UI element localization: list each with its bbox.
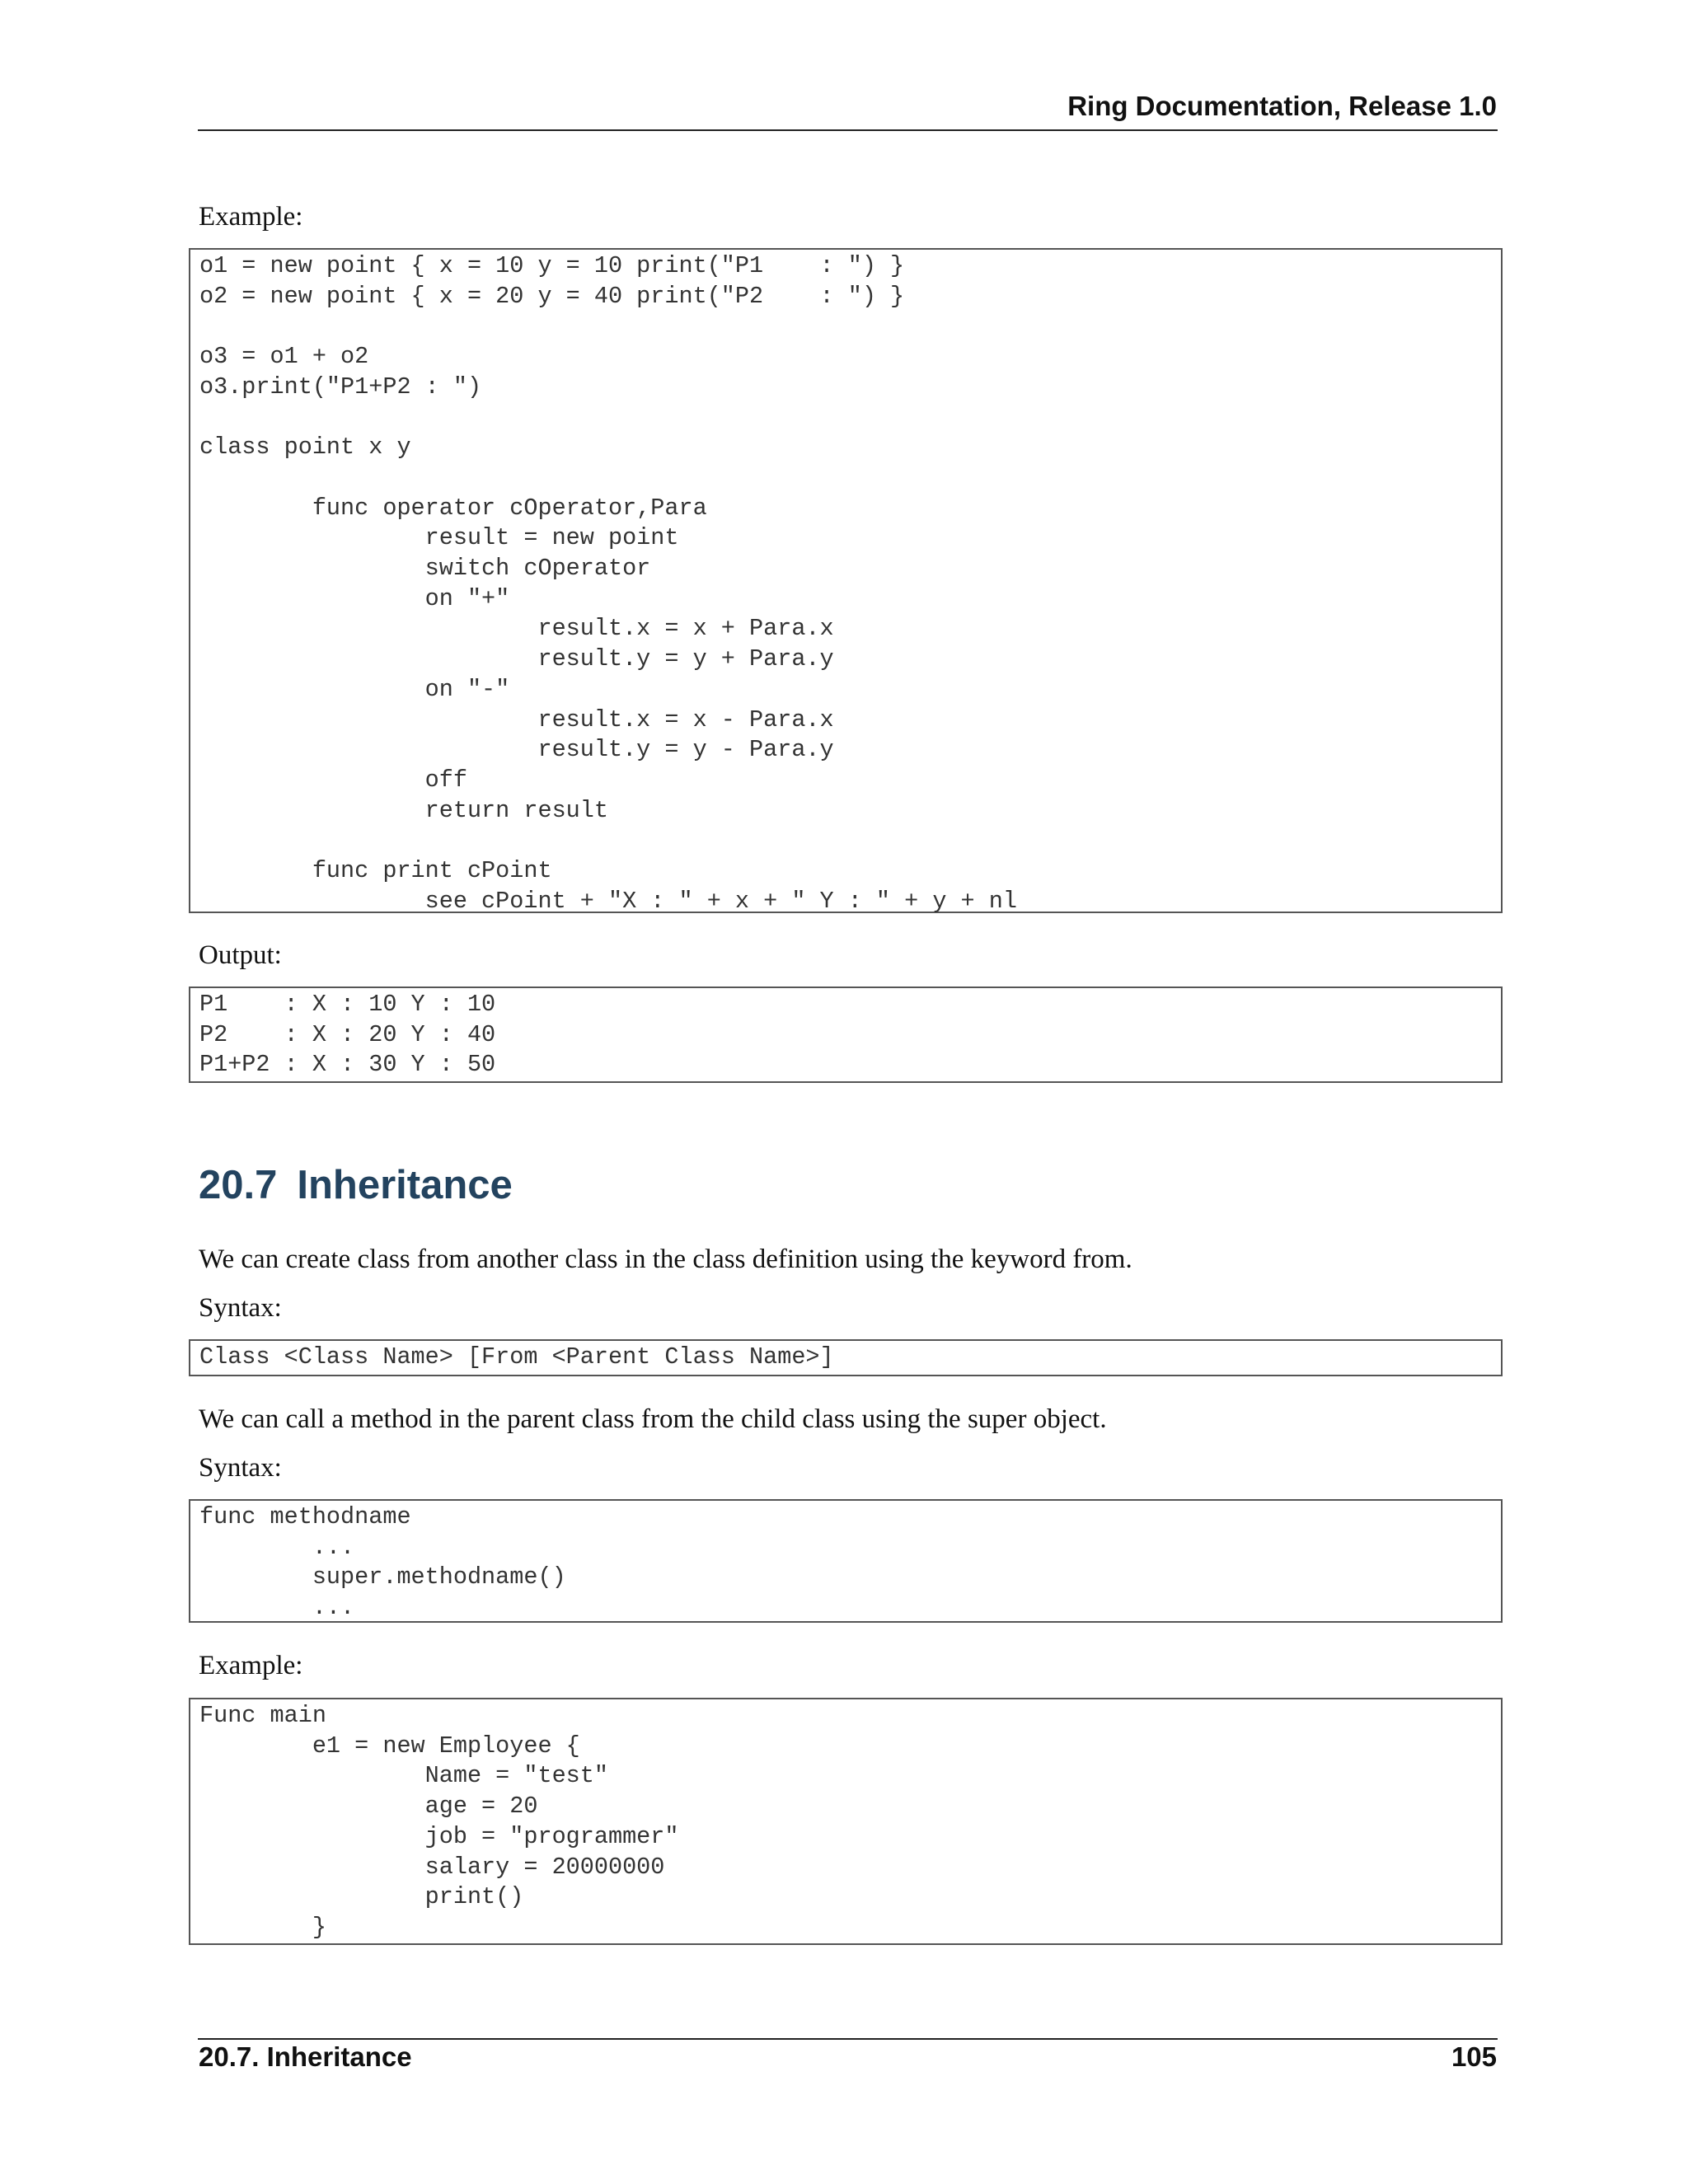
- code-block-employee: [189, 1698, 1503, 1945]
- code-text: o1 = new point { x = 10 y = 10 print("P1 : ") } o2 = new point { x = 20 y = 40 print("P2 : ") } o3 = o1 + o2 o3.print("P1+P2 : ") class point x y func operator cOperator,Para result = new point switch cOperator on "+" result.x = x + Para.x result.y = y + Para.y on "-" result.x = x - Para.x result.y = y - Para.y off return result func print cPoint see cPoint + "X : " + x + " Y : " + y + nl: [199, 252, 1017, 915]
- running-header: Ring Documentation, Release 1.0: [1067, 91, 1497, 121]
- section-number: 20.7: [199, 1163, 278, 1207]
- syntax-block-super: [189, 1499, 1503, 1623]
- syntax-label: Syntax:: [199, 1453, 282, 1483]
- header-rule: [198, 129, 1498, 131]
- footer-section: 20.7. Inheritance: [199, 2041, 412, 2072]
- syntax-text: Class <Class Name> [From <Parent Class Name>]: [199, 1343, 834, 1371]
- syntax-label: Syntax:: [199, 1293, 282, 1323]
- example-label: Example:: [199, 1651, 303, 1680]
- footer-rule: [198, 2038, 1498, 2040]
- code-block-operator-overloading: [189, 248, 1503, 913]
- paragraph-super-object: We can call a method in the parent class from the child class using the super object.: [199, 1404, 1107, 1434]
- code-text: Func main e1 = new Employee { Name = "test" age = 20 job = "programmer" salary = 20000000 print() }: [199, 1702, 679, 1941]
- output-block: [189, 987, 1503, 1083]
- syntax-text: func methodname ... super.methodname() ...: [199, 1503, 566, 1622]
- output-label: Output:: [199, 940, 282, 970]
- section-heading: [199, 1162, 513, 1208]
- paragraph-inheritance-intro: We can create class from another class in the class definition using the keyword from.: [199, 1244, 1132, 1274]
- example-label: Example:: [199, 202, 303, 232]
- page-number: 105: [1451, 2041, 1497, 2072]
- section-title: Inheritance: [297, 1163, 513, 1207]
- syntax-block-class: [189, 1339, 1503, 1376]
- output-text: P1 : X : 10 Y : 10 P2 : X : 20 Y : 40 P1+P2 : X : 30 Y : 50: [199, 991, 496, 1079]
